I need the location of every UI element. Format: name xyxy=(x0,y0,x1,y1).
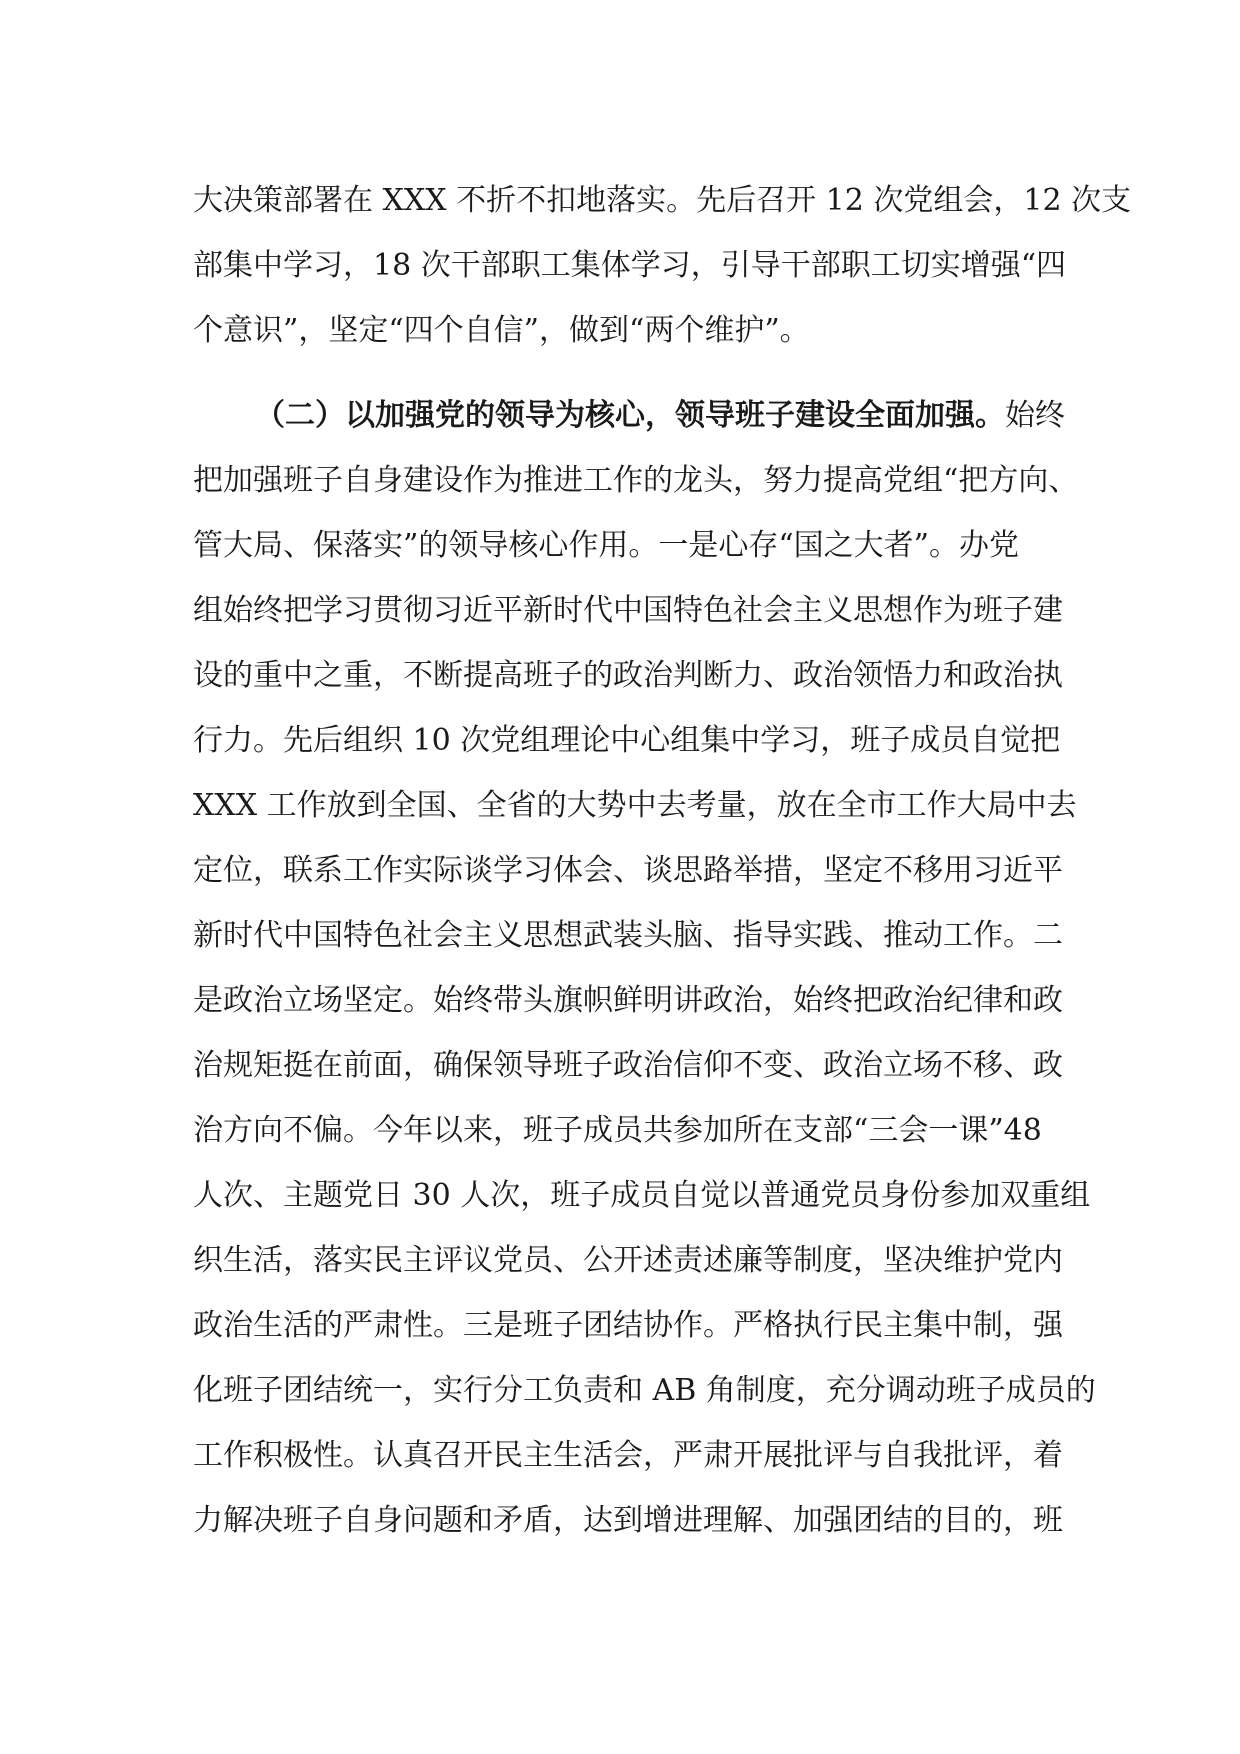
paragraph-line: 管大局、保落实”的领导核心作用。一是心存“国之大者”。办党 xyxy=(193,528,1020,563)
document-body xyxy=(193,168,1132,1553)
paragraph-line: XXX 工作放到全国、全省的大势中去考量，放在全市工作大局中去 xyxy=(193,788,1077,823)
paragraph-line-rest: 始终 xyxy=(1005,398,1065,433)
paragraph-line: 人次、主题党日 30 人次，班子成员自觉以普通党员身份参加双重组 xyxy=(193,1178,1091,1213)
paragraph-line: 政治生活的严肃性。三是班子团结协作。严格执行民主集中制，强 xyxy=(193,1308,1063,1343)
paragraph-spacer xyxy=(193,363,1093,383)
paragraph-line: 新时代中国特色社会主义思想武装头脑、指导实践、推动工作。二 xyxy=(193,918,1063,953)
paragraph-1 xyxy=(193,168,1132,363)
paragraph-line: 部集中学习，18 次干部职工集体学习，引导干部职工切实增强“四 xyxy=(193,248,1067,283)
paragraph-line: 把加强班子自身建设作为推进工作的龙头，努力提高党组“把方向、 xyxy=(193,463,1079,498)
paragraph-line: 定位，联系工作实际谈学习体会、谈思路举措，坚定不移用习近平 xyxy=(193,853,1063,888)
paragraph-line: 织生活，落实民主评议党员、公开述责述廉等制度，坚决维护党内 xyxy=(193,1243,1063,1278)
paragraph-line: 行力。先后组织 10 次党组理论中心组集中学习，班子成员自觉把 xyxy=(193,723,1061,758)
paragraph-2 xyxy=(193,383,1096,1553)
paragraph-line: 治规矩挺在前面，确保领导班子政治信仰不变、政治立场不移、政 xyxy=(193,1048,1063,1083)
paragraph-line: 设的重中之重，不断提高班子的政治判断力、政治领悟力和政治执 xyxy=(193,658,1063,693)
paragraph-first-line xyxy=(193,383,1093,448)
paragraph-line: 治方向不偏。今年以来，班子成员共参加所在支部“三会一课”48 xyxy=(193,1113,1042,1148)
paragraph-line: 工作积极性。认真召开民主生活会，严肃开展批评与自我批评，着 xyxy=(193,1438,1063,1473)
paragraph-line: 个意识”，坚定“四个自信”，做到“两个维护”。 xyxy=(193,313,810,348)
section-heading: （二）以加强党的领导为核心，领导班子建设全面加强。 xyxy=(255,398,1005,433)
paragraph-line: 化班子团结统一，实行分工负责和 AB 角制度，充分调动班子成员的 xyxy=(193,1373,1096,1408)
paragraph-line: 大决策部署在 XXX 不折不扣地落实。先后召开 12 次党组会，12 次支 xyxy=(193,183,1132,218)
paragraph-line: 组始终把学习贯彻习近平新时代中国特色社会主义思想作为班子建 xyxy=(193,593,1063,628)
paragraph-line: 是政治立场坚定。始终带头旗帜鲜明讲政治，始终把政治纪律和政 xyxy=(193,983,1063,1018)
paragraph-line: 力解决班子自身问题和矛盾，达到增进理解、加强团结的目的，班 xyxy=(193,1503,1063,1538)
